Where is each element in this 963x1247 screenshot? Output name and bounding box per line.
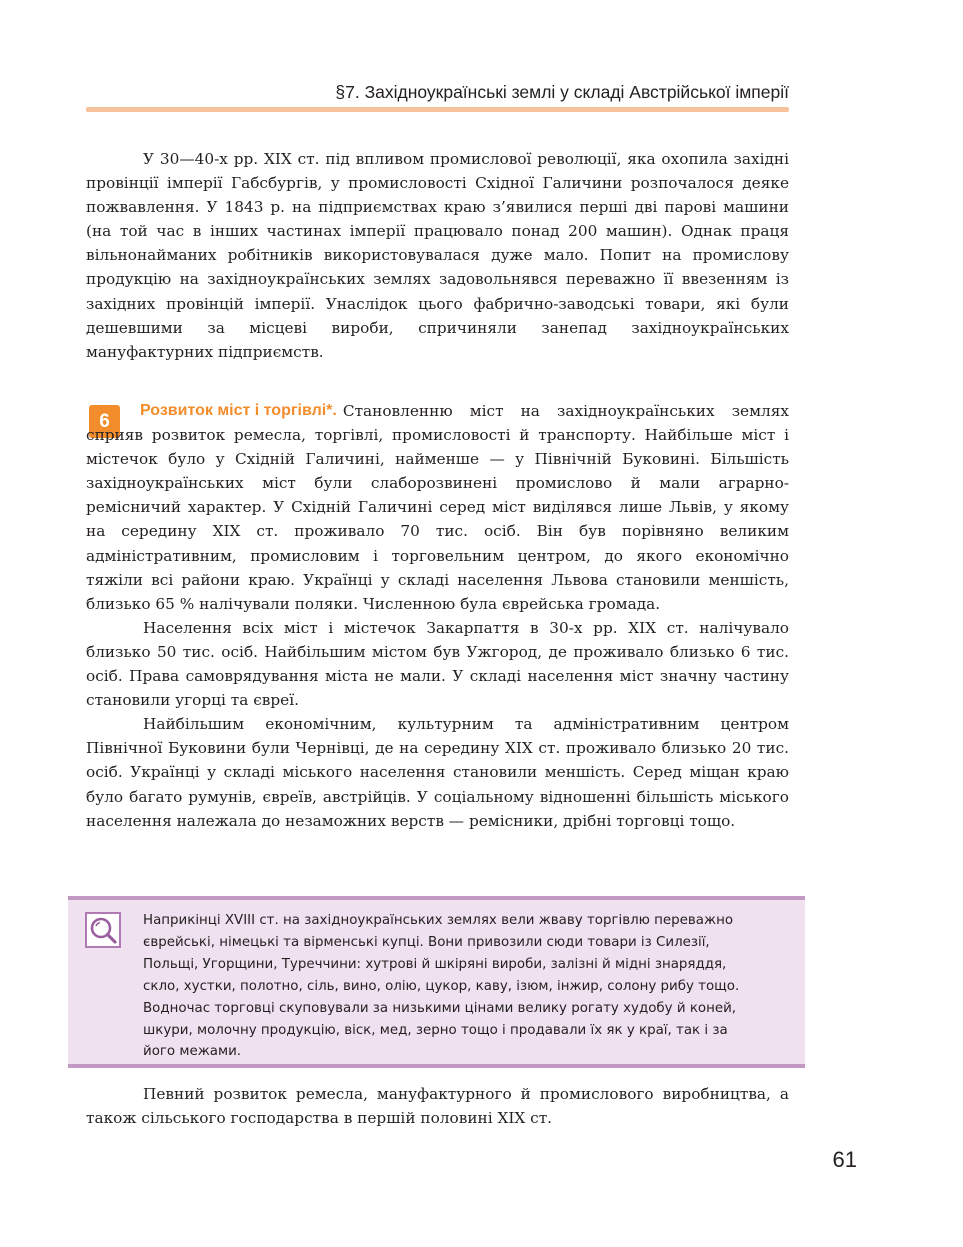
page-number: 61 (832, 1147, 857, 1172)
section-block (86, 399, 789, 833)
info-box (68, 896, 805, 1068)
section-paragraph-3: Найбільшим економічним, культурним та адміністративним центром Північної Буковини були Чернівці, де на середину XIX ст. проживало близько 20 тис. осіб. Українці у складі міського населення становили меншість. Серед міщан краю було багато румунів, євреїв, австрійців. У соціальному відношенні більшість міського населення належала до незаможних верств — ремісники, дрібні торговці тощо. (86, 715, 789, 830)
intro-paragraph: У 30—40-х рр. XIX ст. під впливом промислової революції, яка охопила західні провінції імперії Габсбургів, у промисловості Східної Галичини розпочалося деяке пожвавлення. У 1843 р. на підприємствах краю з’явилися перші дві парові машини (на той час в інших частинах імперії працювало понад 200 машин). Однак праця вільнонайманих робітників використовувалася дуже мало. Попит на промислову продукцію на західноукраїнських землях задовольнявся переважно її ввезенням із західних провінцій імперії. Унаслідок цього фабрично-заводські товари, які були дешевшими за місцеві вироби, спричиняли занепад західноукраїнських мануфактурних підприємств. (86, 150, 789, 361)
intro-block (86, 147, 789, 364)
info-line: скло, хустки, полотно, сіль, вино, олію, цукор, каву, ізюм, інжир, солону рибу тощо. (143, 978, 740, 994)
info-line: Польщі, Угорщини, Туреччини: хутрові й шкіряні вироби, залізні й мідні знаряддя, (143, 956, 727, 972)
running-header: §7. Західноукраїнські землі у складі Австрійської імперії (335, 82, 789, 102)
closing-paragraph: Певний розвиток ремесла, мануфактурного й промислового виробництва, а також сільського господарства в першій половині XIX ст. (86, 1085, 789, 1128)
closing-block (86, 1082, 789, 1130)
info-line: Наприкінці XVIII ст. на західноукраїнських землях вели жваву торгівлю переважно (143, 913, 734, 928)
section-paragraph-2: Населення всіх міст і містечок Закарпаття в 30-х рр. XIX ст. налічувало близько 50 тис. осіб. Найбільшим містом був Ужгород, де проживало близько 6 тис. осіб. Права самоврядування міста не мали. У складі населення міст значну частину становили угорці та євреї. (86, 618, 789, 710)
section-paragraph-1: Становленню міст на західноукраїнських землях сприяв розвиток ремесла, торгівлі, промисловості й транспорту. Найбільше міст і містечок було у Східній Галичині, найменше — у Північній Буковині. Більшість західноукраїнських міст були слаборозвинені промислово й мали аграрно-ремісничий характер. У Східній Галичині серед міст виділявся лише Львів, у якому на середину XIX ст. проживало 70 тис. осіб. Він був порівняно великим адміністративним, промисловим і торговельним центром, до якого економічно тяжіли всі райони краю. Українці у складі населення Львова становили меншість, близько 65 % налічували поляки. Численною була єврейська громада. (86, 402, 789, 613)
info-line: єврейські, німецькі та вірменські купці. Вони привозили сюди товари із Силезії, (143, 934, 710, 950)
info-line: Водночас торговці скуповували за низькими цінами велику рогату худобу й коней, (143, 1000, 737, 1016)
info-line: його межами. (143, 1044, 242, 1060)
magnifier-icon (85, 912, 121, 948)
info-text (143, 910, 787, 1063)
header-rule (86, 107, 789, 112)
info-line: шкури, молочну продукцію, віск, мед, зерно тощо і продавали їх як у краї, так і за (143, 1022, 728, 1038)
section-number-badge: 6 (89, 405, 120, 438)
section-heading: Розвиток міст і торгівлі*. (140, 402, 337, 419)
